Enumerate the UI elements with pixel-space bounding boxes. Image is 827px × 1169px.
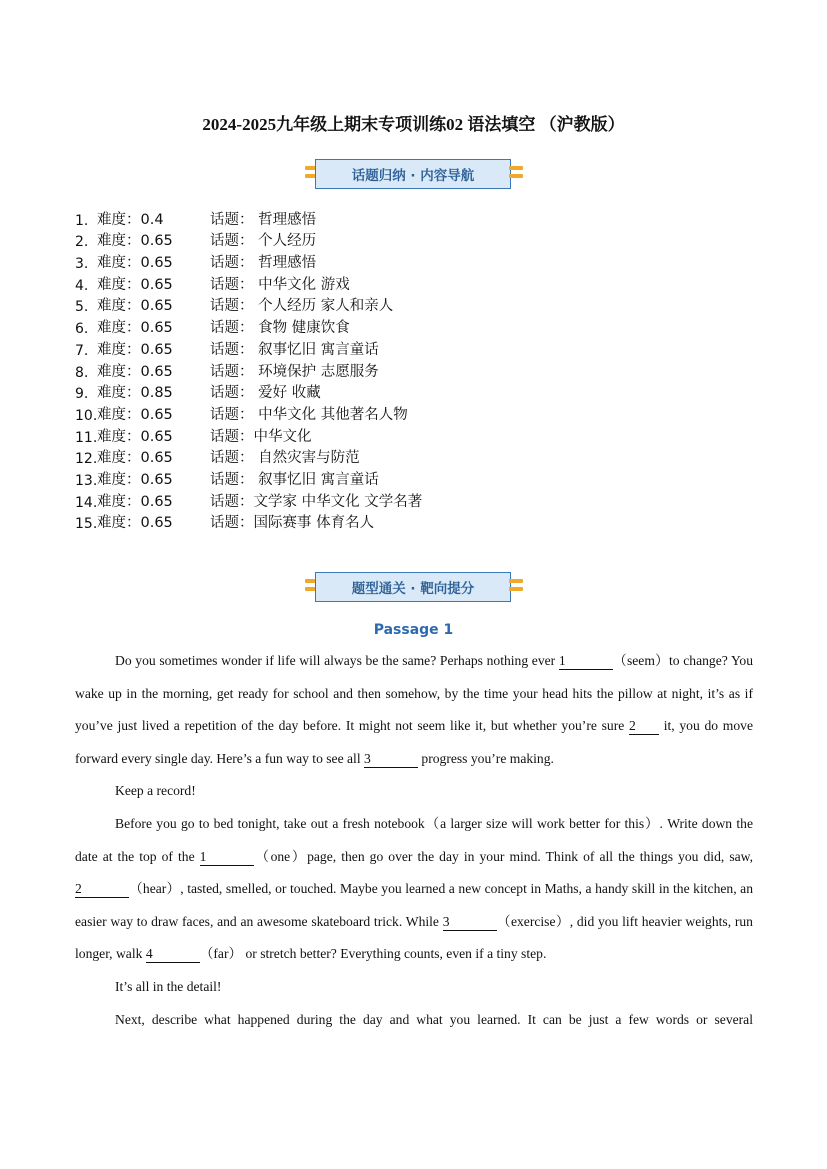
topic-label: 话题： 个人经历	[210, 233, 317, 250]
difficulty-label: 难度：0.65	[97, 406, 173, 423]
topic-list-item	[75, 381, 422, 403]
item-number: 6.	[75, 321, 89, 338]
topic-list-item	[75, 511, 422, 533]
text: progress you’re making.	[418, 750, 554, 766]
topic-list-item	[75, 489, 422, 511]
difficulty-label: 难度：0.65	[97, 276, 173, 293]
paragraph	[75, 645, 753, 775]
difficulty-label: 难度：0.4	[97, 211, 164, 228]
topic-list-item	[75, 294, 422, 316]
item-number: 13.	[75, 472, 98, 489]
topic-list-item	[75, 446, 422, 468]
answer-blank[interactable]: 3	[443, 914, 497, 931]
difficulty-label: 难度：0.65	[97, 515, 173, 532]
item-number: 4.	[75, 277, 89, 294]
item-number: 10.	[75, 407, 98, 424]
paragraph: It’s all in the detail!	[115, 978, 222, 994]
topic-list-item	[75, 467, 422, 489]
passage-body	[75, 645, 753, 1036]
banner-label: 话题归纳 · 内容导航	[315, 159, 511, 189]
text: （one）page, then go over the day in your mind. Think of all the things you did, saw,	[253, 848, 753, 864]
item-number: 11.	[75, 429, 98, 446]
difficulty-label: 难度：0.65	[97, 320, 173, 337]
answer-blank[interactable]: 1	[200, 849, 254, 866]
topic-list-item	[75, 272, 422, 294]
banner-label: 题型通关 · 靶向提分	[315, 572, 511, 602]
passage-title: Passage 1	[373, 622, 454, 638]
text: （far） or stretch better? Everything counts, even if a tiny step.	[199, 946, 547, 962]
topic-label: 话题：中华文化	[210, 428, 312, 445]
banner-right-bars-icon	[509, 579, 523, 595]
item-number: 15.	[75, 516, 98, 533]
topic-list	[75, 207, 422, 532]
difficulty-label: 难度：0.65	[97, 471, 173, 488]
topic-list-item	[75, 424, 422, 446]
topic-label: 话题： 自然灾害与防范	[210, 450, 360, 467]
answer-blank[interactable]: 1	[559, 653, 613, 670]
difficulty-label: 难度：0.65	[97, 298, 173, 315]
text: （hear）, tasted, smelled, or touched. Maybe you learned a new concept in Maths, a handy skill in the kitchen, an easier way to draw faces, and an awesome skateboard trick. While	[75, 881, 753, 929]
item-number: 8.	[75, 364, 89, 381]
topic-list-item	[75, 359, 422, 381]
item-number: 2.	[75, 234, 89, 251]
topic-label: 话题： 个人经历 家人和亲人	[210, 298, 394, 315]
text: （seem）to change? You wake up in the morning, get ready for school and then somehow, by the time your head hits the pillow at night, it’s as if you’ve just lived a repetition of the day before. It might not seem like it, but whether you’re sure	[75, 653, 753, 734]
item-number: 5.	[75, 299, 89, 316]
section-banner-practice	[305, 570, 523, 606]
topic-label: 话题： 哲理感悟	[210, 211, 317, 228]
section-banner-topics	[305, 157, 523, 193]
topic-list-item	[75, 315, 422, 337]
item-number: 3.	[75, 256, 89, 273]
difficulty-label: 难度：0.65	[97, 233, 173, 250]
topic-list-item	[75, 402, 422, 424]
banner-right-bars-icon	[509, 166, 523, 182]
text: Do you sometimes wonder if life will always be the same? Perhaps nothing ever	[115, 653, 559, 668]
document-title: 2024-2025九年级上期末专项训练02 语法填空 （沪教版）	[202, 115, 625, 134]
difficulty-label: 难度：0.65	[97, 341, 173, 358]
topic-label: 话题：国际赛事 体育名人	[210, 515, 375, 532]
answer-blank[interactable]: 2	[629, 718, 659, 735]
paragraph	[75, 808, 753, 971]
paragraph: Next, describe what happened during the day and what you learned. It can be just a few words or several	[115, 1011, 753, 1027]
item-number: 9.	[75, 386, 89, 403]
answer-blank[interactable]: 3	[364, 751, 418, 768]
difficulty-label: 难度：0.65	[97, 428, 173, 445]
text: it, you do move forward every single day. Here’s a fun way to see all	[75, 718, 753, 766]
item-number: 1.	[75, 212, 89, 229]
difficulty-label: 难度：0.65	[97, 450, 173, 467]
item-number: 14.	[75, 494, 98, 511]
topic-label: 话题： 中华文化 其他著名人物	[210, 406, 408, 423]
answer-blank[interactable]: 2	[75, 881, 129, 898]
difficulty-label: 难度：0.65	[97, 255, 173, 272]
topic-list-item	[75, 250, 422, 272]
difficulty-label: 难度：0.85	[97, 385, 173, 402]
topic-label: 话题： 叙事忆旧 寓言童话	[210, 341, 379, 358]
topic-label: 话题： 爱好 收藏	[210, 385, 321, 402]
topic-label: 话题： 环境保护 志愿服务	[210, 363, 379, 380]
item-number: 12.	[75, 451, 98, 468]
topic-list-item	[75, 207, 422, 229]
answer-blank[interactable]: 4	[146, 946, 200, 963]
topic-label: 话题： 食物 健康饮食	[210, 320, 350, 337]
topic-label: 话题： 叙事忆旧 寓言童话	[210, 471, 379, 488]
text: Before you go to bed tonight, take out a fresh notebook（a larger size will work better for this）. Write down the date at the top of the	[75, 815, 753, 864]
topic-list-item	[75, 337, 422, 359]
difficulty-label: 难度：0.65	[97, 363, 173, 380]
text: （exercise）, did you lift heavier weights, run longer, walk	[75, 913, 753, 962]
item-number: 7.	[75, 342, 89, 359]
topic-label: 话题： 哲理感悟	[210, 255, 317, 272]
topic-label: 话题： 中华文化 游戏	[210, 276, 350, 293]
difficulty-label: 难度：0.65	[97, 493, 173, 510]
topic-label: 话题：文学家 中华文化 文学名著	[210, 493, 423, 510]
paragraph: Keep a record!	[115, 783, 196, 799]
topic-list-item	[75, 229, 422, 251]
